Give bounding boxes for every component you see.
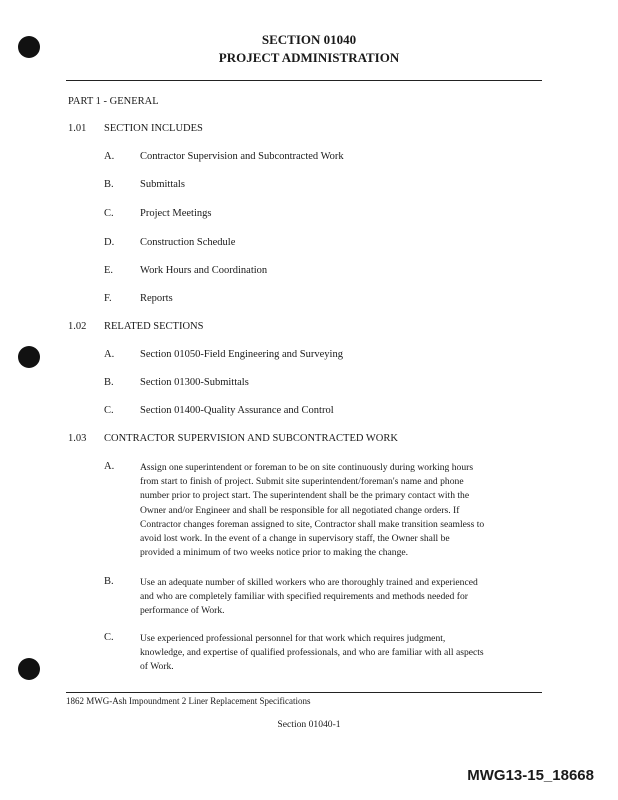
list-item-text: Reports: [140, 293, 173, 304]
paragraph-line: Contractor changes foreman assigned to site, Contractor shall make transition seamless to: [140, 518, 485, 530]
list-item-text: Section 01050-Field Engineering and Surveying: [140, 349, 343, 360]
paragraph-line: of Work.: [140, 661, 174, 673]
paragraph-line: number prior to project start. The superintendent shall be the primary contact with the: [140, 490, 470, 502]
paragraph-line: Use experienced professional personnel for that work which requires judgment,: [140, 633, 446, 644]
article-number: 1.01: [68, 123, 87, 134]
list-item-letter: C.: [104, 405, 114, 416]
paragraph: [140, 461, 544, 560]
list-item-letter: B.: [104, 377, 114, 388]
header-rule: [66, 80, 542, 81]
punch-hole-bottom: [18, 658, 40, 680]
paragraph-line: performance of Work.: [140, 605, 225, 617]
article-number: 1.02: [68, 321, 87, 332]
punch-hole-middle: [18, 346, 40, 368]
footer-rule: [66, 692, 542, 693]
article-number: 1.03: [68, 433, 87, 444]
footer-page-number: Section 01040-1: [277, 719, 341, 730]
list-item-text: Work Hours and Coordination: [140, 265, 268, 276]
paragraph-line: Assign one superintendent or foreman to be on site continuously during working hours: [140, 462, 474, 473]
paragraph-letter: C.: [104, 632, 114, 643]
list-item-text: Section 01400-Quality Assurance and Control: [140, 405, 334, 416]
footer-spec: 1862 MWG-Ash Impoundment 2 Liner Replacement Specifications: [66, 696, 311, 706]
list-item-letter: D.: [104, 237, 115, 248]
list-item-letter: B.: [104, 179, 114, 190]
bates-number: MWG13-15_18668: [467, 767, 594, 784]
paragraph-line: Use an adequate number of skilled workers who are thoroughly trained and experienced: [140, 577, 478, 588]
section-number: SECTION 01040: [261, 32, 357, 47]
section-title: PROJECT ADMINISTRATION: [218, 50, 400, 65]
paragraph-letter: A.: [104, 461, 115, 472]
list-item-letter: E.: [104, 265, 114, 276]
list-item-letter: A.: [104, 151, 115, 162]
article-title: RELATED SECTIONS: [104, 321, 204, 332]
paragraph-line: and who are completely familiar with specified requirements and methods needed for: [140, 591, 468, 603]
paragraph-line: provided a minimum of two weeks notice prior to making the change.: [140, 547, 409, 559]
list-item-text: Contractor Supervision and Subcontracted Work: [140, 151, 344, 162]
paragraph-line: avoid lost work. In the event of a change in supervisory staff, the Owner shall be: [140, 533, 450, 545]
paragraph-line: knowledge, and expertise of qualified professionals, and who are familiar with all aspects: [140, 647, 484, 659]
list-item-letter: C.: [104, 208, 114, 219]
article-title: CONTRACTOR SUPERVISION AND SUBCONTRACTED WORK: [104, 433, 398, 444]
list-item-text: Construction Schedule: [140, 237, 236, 248]
list-item-letter: A.: [104, 349, 115, 360]
article-title: SECTION INCLUDES: [104, 123, 203, 134]
part-heading: PART 1 - GENERAL: [68, 96, 159, 107]
paragraph-line: from start to finish of project. Submit site superintendent/foreman's name and phone: [140, 476, 464, 488]
paragraph-letter: B.: [104, 576, 114, 587]
list-item-text: Section 01300-Submittals: [140, 377, 249, 388]
list-item-letter: F.: [104, 293, 112, 304]
paragraph: [140, 576, 544, 619]
list-item-text: Project Meetings: [140, 208, 212, 219]
paragraph: [140, 632, 544, 675]
list-item-text: Submittals: [140, 179, 185, 190]
paragraph-line: Owner and/or Engineer and shall be responsible for all negotiated change orders. If: [140, 504, 460, 516]
